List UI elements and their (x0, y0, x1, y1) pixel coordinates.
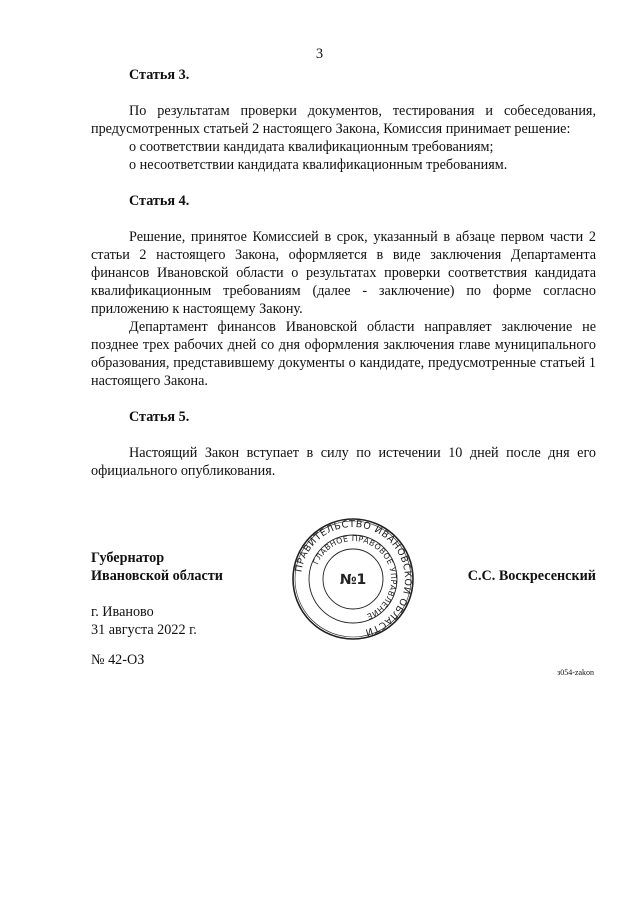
signatory-position (91, 549, 223, 585)
article-list-line: о несоответствии кандидата квалификационным требованиям. (129, 157, 508, 173)
law-number: № 42-ОЗ (91, 652, 145, 668)
article-3 (91, 66, 596, 174)
signatory-position-line: Ивановской области (91, 568, 223, 584)
seal-outer-text: ПРАВИТЕЛЬСТВО ИВАНОВСКОЙ ОБЛАСТИ (293, 518, 414, 638)
official-seal-icon (291, 517, 415, 641)
seal-inner-text: ГЛАВНОЕ ПРАВОВОЕ УПРАВЛЕНИЕ (311, 533, 399, 622)
document-place: г. Иваново (91, 604, 154, 620)
document-body (91, 66, 596, 480)
article-paragraph: По результатам проверки документов, тестирования и собеседования, предусмотренных статьей 2 настоящего Закона, Комиссия принимает решение: (91, 103, 596, 137)
signatory-position-line: Губернатор (91, 550, 165, 566)
article-paragraph: Решение, принятое Комиссией в срок, указанный в абзаце первом части 2 статьи 2 настоящего Закона, оформляется в виде заключения Департамента финансов Ивановской области о результатах проверки соответствия кандидата квалификационным требованиям (далее - заключение) по форме согласно приложению к настоящему Закону. (91, 229, 596, 317)
place-date-block (91, 603, 197, 639)
article-4 (91, 192, 596, 390)
page-number: 3 (315, 46, 324, 62)
signatory-name: С.С. Воскресенский (467, 568, 596, 584)
seal-center-text: №1 (339, 572, 367, 588)
article-list-line: о соответствии кандидата квалификационным требованиям; (129, 139, 494, 155)
article-paragraph: Департамент финансов Ивановской области направляет заключение не позднее трех рабочих дней со дня оформления заключения главе муниципального образования, представившему документы о кандидате, предусмотренные статьей 1 настоящего Закона. (91, 319, 596, 389)
article-title: Статья 5. (129, 409, 190, 425)
file-code: з054-zakon (557, 668, 594, 677)
document-date: 31 августа 2022 г. (91, 622, 197, 638)
article-paragraph: Настоящий Закон вступает в силу по истечении 10 дней после дня его официального опубликования. (91, 445, 596, 479)
article-title: Статья 3. (129, 67, 190, 83)
article-title: Статья 4. (129, 193, 190, 209)
article-5 (91, 408, 596, 480)
